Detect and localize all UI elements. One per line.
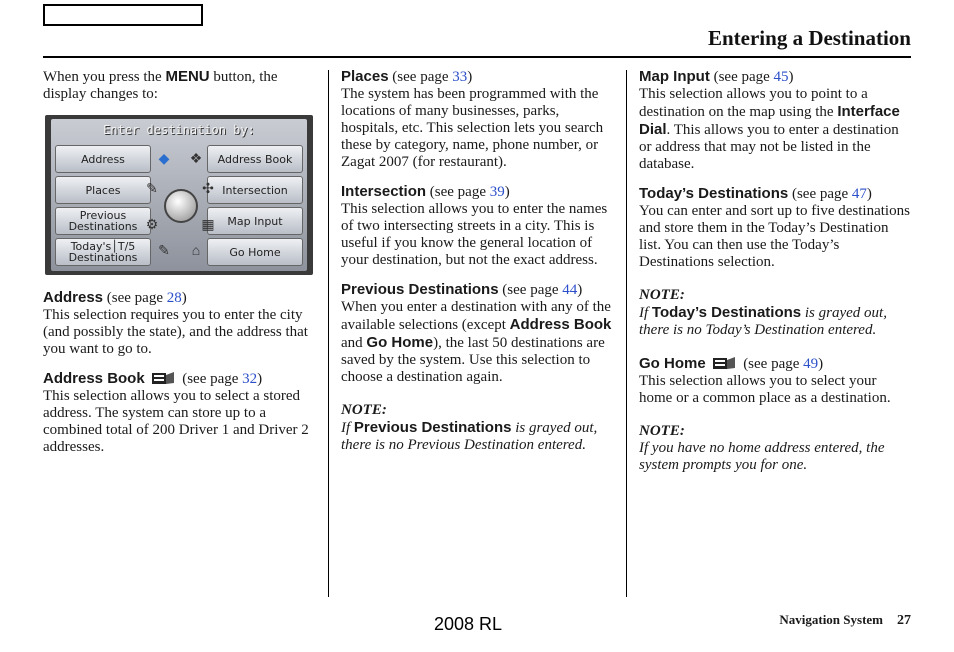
screen-places-button: Places (55, 176, 151, 204)
column-divider-1 (328, 70, 329, 597)
address-icon: ◆ (158, 152, 170, 167)
header-rule (43, 56, 911, 58)
section-go-home: Go Home (see page 49) This selection allows you to select your home or a common place as a destination. (639, 355, 891, 406)
footer-model: 2008 RL (434, 614, 503, 634)
interface-dial-icon (164, 189, 198, 223)
address-book-icon: ❖ (189, 152, 203, 167)
go-home-icon: ⌂ (191, 244, 201, 259)
section-todays-destinations: Today’s Destinations (see page 47) You can enter and sort up to five destinations and store them in the Today’s Destination list. You can then use the Today’s Destinations selection. (639, 185, 910, 270)
section-previous-destinations: Previous Destinations (see page 44) When you enter a destination with any of the available selections (except Address Book and Go Home), the last 50 destinations are saved by the system. Use this selection to choose a destination again. (341, 281, 612, 385)
page-number: 27 (897, 613, 911, 628)
section-intersection: Intersection (see page 39) This selection allows you to enter the names of two intersecting streets in a city. This is useful if you know the general location of your destination, but not the exact address. (341, 183, 608, 268)
screen-todays-destinations-button: Today's│T/5 Destinations (55, 238, 151, 266)
address-page-link[interactable]: 28 (166, 290, 182, 306)
map-input-icon: ▦ (201, 218, 215, 233)
screen-title: Enter destination by: (103, 123, 255, 137)
column-3 (639, 68, 911, 474)
todays-destinations-page-link[interactable]: 47 (851, 186, 867, 202)
section-address: Address (see page 28) This selection requires you to enter the city (and possibly the state), and the address that you want to go to. (43, 289, 308, 357)
navigation-screen-image (45, 115, 313, 275)
go-home-page-link[interactable]: 49 (803, 356, 819, 372)
section-places: Places (see page 33) The system has been programmed with the locations of many businesses, parks, hospitals, etc. This selection lets you search these by category, name, phone number, or Zagat 2007 (for restaurant). (341, 68, 604, 170)
note-previous-destinations: NOTE: If Previous Destinations is grayed out, there is no Previous Destination entered. (341, 402, 598, 453)
previous-destinations-page-link[interactable]: 44 (562, 282, 578, 298)
page-title: Entering a Destination (707, 26, 911, 50)
address-book-page-link[interactable]: 32 (242, 371, 258, 387)
section-map-input: Map Input (see page 45) This selection allows you to point to a destination on the map using the Interface Dial. This allows you to enter a destination or address that may not be listed in the database. (639, 68, 900, 172)
intersection-icon: ✣ (202, 182, 214, 197)
footer-section: Navigation System 27 (779, 612, 911, 628)
previous-destinations-icon: ⚙ (145, 218, 159, 233)
screen-intersection-button: Intersection (207, 176, 303, 204)
section-address-book: Address Book (see page 32) This selection allows you to select a stored address. The system can store up to a combined total of 200 Driver 1 and Driver 2 addresses. (43, 370, 309, 455)
menu-button-label: MENU (165, 68, 210, 85)
intersection-page-link[interactable]: 39 (489, 184, 505, 200)
screen-address-button: Address (55, 145, 151, 173)
intro-paragraph: When you press the MENU button, the display changes to: (43, 68, 278, 102)
header-tab-box (43, 4, 203, 26)
map-input-page-link[interactable]: 45 (773, 69, 789, 85)
column-divider-2 (626, 70, 627, 597)
places-icon: ✎ (146, 182, 158, 197)
todays-destinations-icon: ✎ (158, 244, 170, 259)
screen-go-home-button: Go Home (207, 238, 303, 266)
screen-address-book-button: Address Book (207, 145, 303, 173)
screen-previous-destinations-button: Previous Destinations (55, 207, 151, 235)
note-go-home: NOTE: If you have no home address entered, the system prompts you for one. (639, 423, 885, 473)
note-todays-destinations: NOTE: If Today’s Destinations is grayed out, there is no Today’s Destination entered. (639, 287, 887, 338)
column-1 (43, 68, 315, 468)
screen-map-input-button: Map Input (207, 207, 303, 235)
go-home-icon (712, 355, 736, 370)
column-2 (341, 68, 617, 454)
address-book-icon (151, 370, 175, 385)
places-page-link[interactable]: 33 (452, 69, 468, 85)
